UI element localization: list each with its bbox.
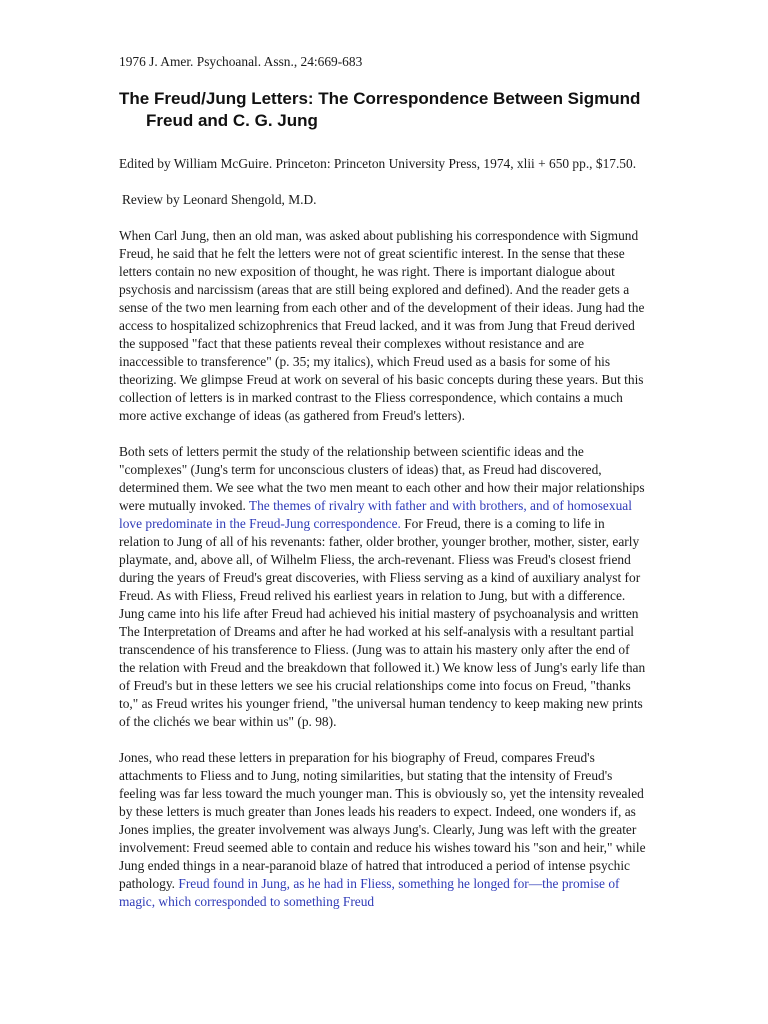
paragraph [119,227,647,425]
paragraph [119,749,647,911]
highlighted-passage[interactable]: The themes of rivalry with father and with brothers, and of homosexual love predominate in the Freud-Jung correspondence. [119,498,632,531]
article-title: The Freud/Jung Letters: The Correspondence Between Sigmund Freud and C. G. Jung [119,89,641,130]
paragraph-text: When Carl Jung, then an old man, was asked about publishing his correspondence with Sigmund Freud, he said that he felt the letters were not of great scientific interest. In the sense that these letters contain no new exposition of thought, he was right. There is important dialogue about psychosis and narcissism (areas that are still being explored and defined). And the reader gets a sense of the two men learning from each other and of the development of their ideas. Jung had the access to hospitalized schizophrenics that Freud lacked, and it was from Jung that Freud derived the supposed "fact that these patients reveal their complexes without resistance and are inaccessible to transference" (p. 35; my italics), which Freud used as a basis for some of his theorizing. We glimpse Freud at work on several of his basic concepts during these years. But this collection of letters is in marked contrast to the Fliess correspondence, which contains a much more active exchange of ideas (as gathered from Freud's letters). [119,228,645,423]
edited-by-line: Edited by William McGuire. Princeton: Princeton University Press, 1974, xlii + 650 pp., $17.50. [119,156,637,171]
citation: 1976 J. Amer. Psychoanal. Assn., 24:669-683 [119,54,363,69]
paragraph-text: Both sets of letters permit the study of the relationship between scientific ideas and the "complexes" (Jung's term for unconscious clusters of ideas) that, as Freud had discovered, determined them. We see what the two men meant to each other and how their major relationships were mutually invoked. [119,444,645,513]
highlighted-passage[interactable]: Freud found in Jung, as he had in Fliess, something he longed for—the promise of magic, which corresponded to something Freud [119,876,620,909]
paragraph [119,443,647,731]
reviewer-line: Review by Leonard Shengold, M.D. [122,192,317,207]
document-page [119,53,647,929]
paragraph-text: Jones, who read these letters in preparation for his biography of Freud, compares Freud's attachments to Fliess and to Jung, noting similarities, but stating that the intensity of Freud's feeling was far less toward the much younger man. This is obviously so, yet the intensity revealed by these letters is much greater than Jones leads his readers to expect. Indeed, one wonders if, as Jones implies, the greater involvement was always Jung's. Clearly, Jung was left with the greater involvement: Freud seemed able to contain and reduce his wishes toward his "son and heir," while Jung ended things in a near-paranoid blaze of hatred that introduced a period of intense psychic pathology. [119,750,646,891]
paragraph-text: For Freud, there is a coming to life in relation to Jung of all of his revenants: father, older brother, younger brother, mother, sister, early playmate, and, above all, of Wilhelm Fliess, the arch-revenant. Fliess was Freud's closest friend during the years of Freud's great discoveries, with Fliess serving as a kind of auxiliary analyst for Freud. As with Fliess, Freud relived his earliest years in relation to Jung, but with a difference. Jung came into his life after Freud had achieved his initial mastery of psychoanalysis and written The Interpretation of Dreams and after he had worked at his self-analysis with a resultant partial transcendence of his transference to Fliess. (Jung was to attain his mastery only after the end of the relation with Freud and the breakdown that followed it.) We know less of Jung's early life than of Freud's but in these letters we see his crucial relationships come into focus on Freud, "thanks to," as Freud writes his younger friend, "the universal human tendency to keep making new prints of the clichés we bear within us" (p. 98). [119,516,646,729]
